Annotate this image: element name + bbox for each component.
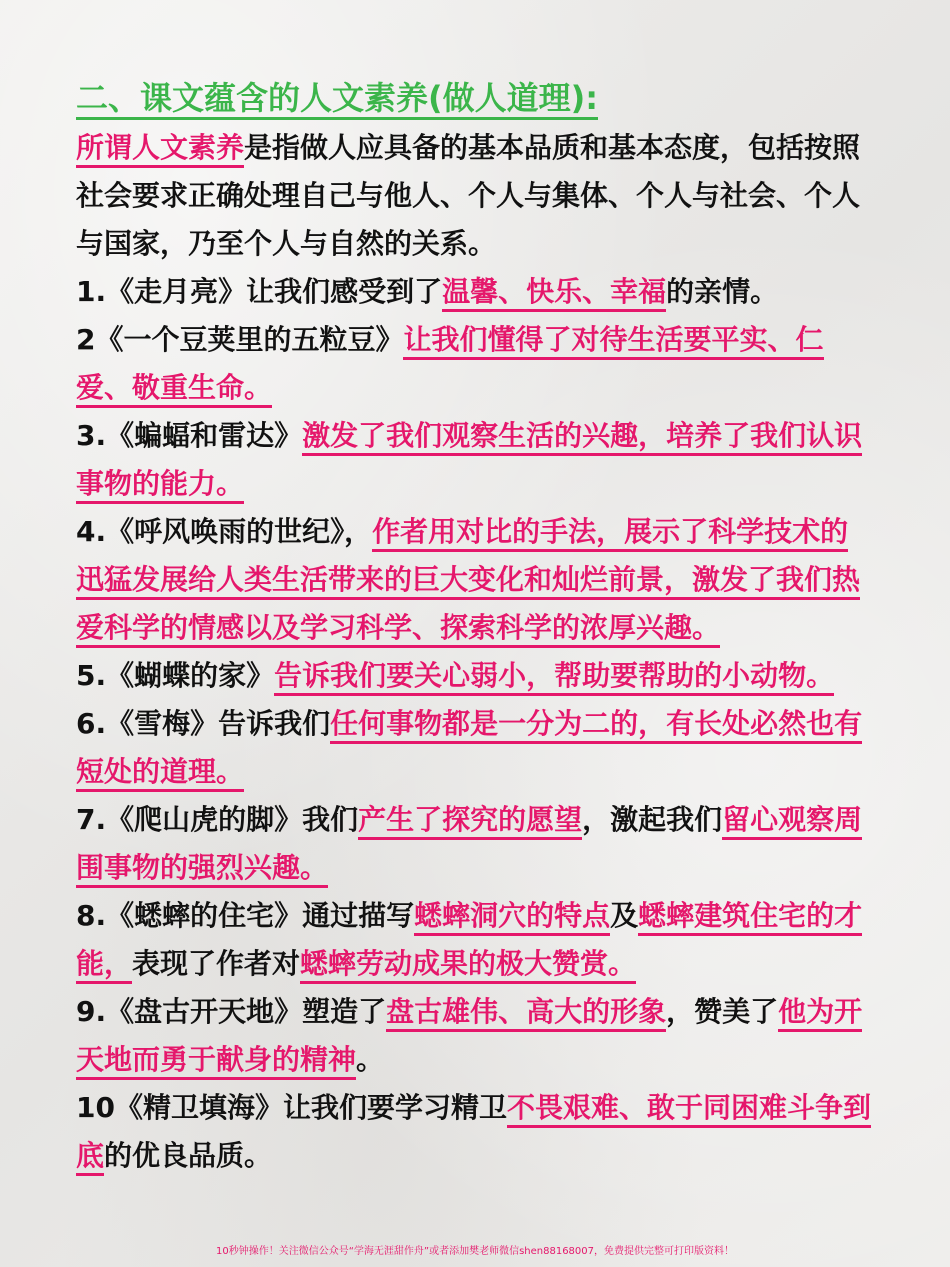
list-item: 9.《盘古开天地》塑造了盘古雄伟、高大的形象，赞美了他为开天地而勇于献身的精神。: [76, 988, 876, 1084]
list-item: 5.《蝴蝶的家》告诉我们要关心弱小，帮助要帮助的小动物。: [76, 652, 876, 700]
list-item: 6.《雪梅》告诉我们任何事物都是一分为二的，有长处必然也有短处的道理。: [76, 700, 876, 796]
intro-highlight: 所谓人文素养: [76, 131, 244, 168]
list-item: 7.《爬山虎的脚》我们产生了探究的愿望，激起我们留心观察周围事物的强烈兴趣。: [76, 796, 876, 892]
list-item: 1.《走月亮》让我们感受到了温馨、快乐、幸福的亲情。: [76, 268, 876, 316]
section-heading: 二、课文蕴含的人文素养(做人道理):: [76, 74, 876, 122]
list-item: 8.《蟋蟀的住宅》通过描写蟋蟀洞穴的特点及蟋蟀建筑住宅的才能，表现了作者对蟋蟀劳动成果的极大赞赏。: [76, 892, 876, 988]
document-body: [76, 74, 876, 1180]
list-item: 4.《呼风唤雨的世纪》，作者用对比的手法，展示了科学技术的迅猛发展给人类生活带来的巨大变化和灿烂前景，激发了我们热爱科学的情感以及学习科学、探索科学的浓厚兴趣。: [76, 508, 876, 652]
intro-paragraph: [76, 124, 876, 268]
list-item: 3.《蝙蝠和雷达》激发了我们观察生活的兴趣，培养了我们认识事物的能力。: [76, 412, 876, 508]
list-item: 2《一个豆荚里的五粒豆》让我们懂得了对待生活要平实、仁爱、敬重生命。: [76, 316, 876, 412]
intro-text: 是指做人应具备的基本品质和基本态度，包括按照社会要求正确处理自己与他人、个人与集体、个人与社会、个人与国家，乃至个人与自然的关系。: [76, 131, 861, 260]
footer-note: 10秒钟操作！关注微信公众号“学海无涯甜作舟”或者添加樊老师微信shen88168007，免费提供完整可打印版资料！: [215, 1246, 735, 1257]
list-item: 10《精卫填海》让我们要学习精卫不畏艰难、敢于同困难斗争到底的优良品质。: [76, 1084, 876, 1180]
